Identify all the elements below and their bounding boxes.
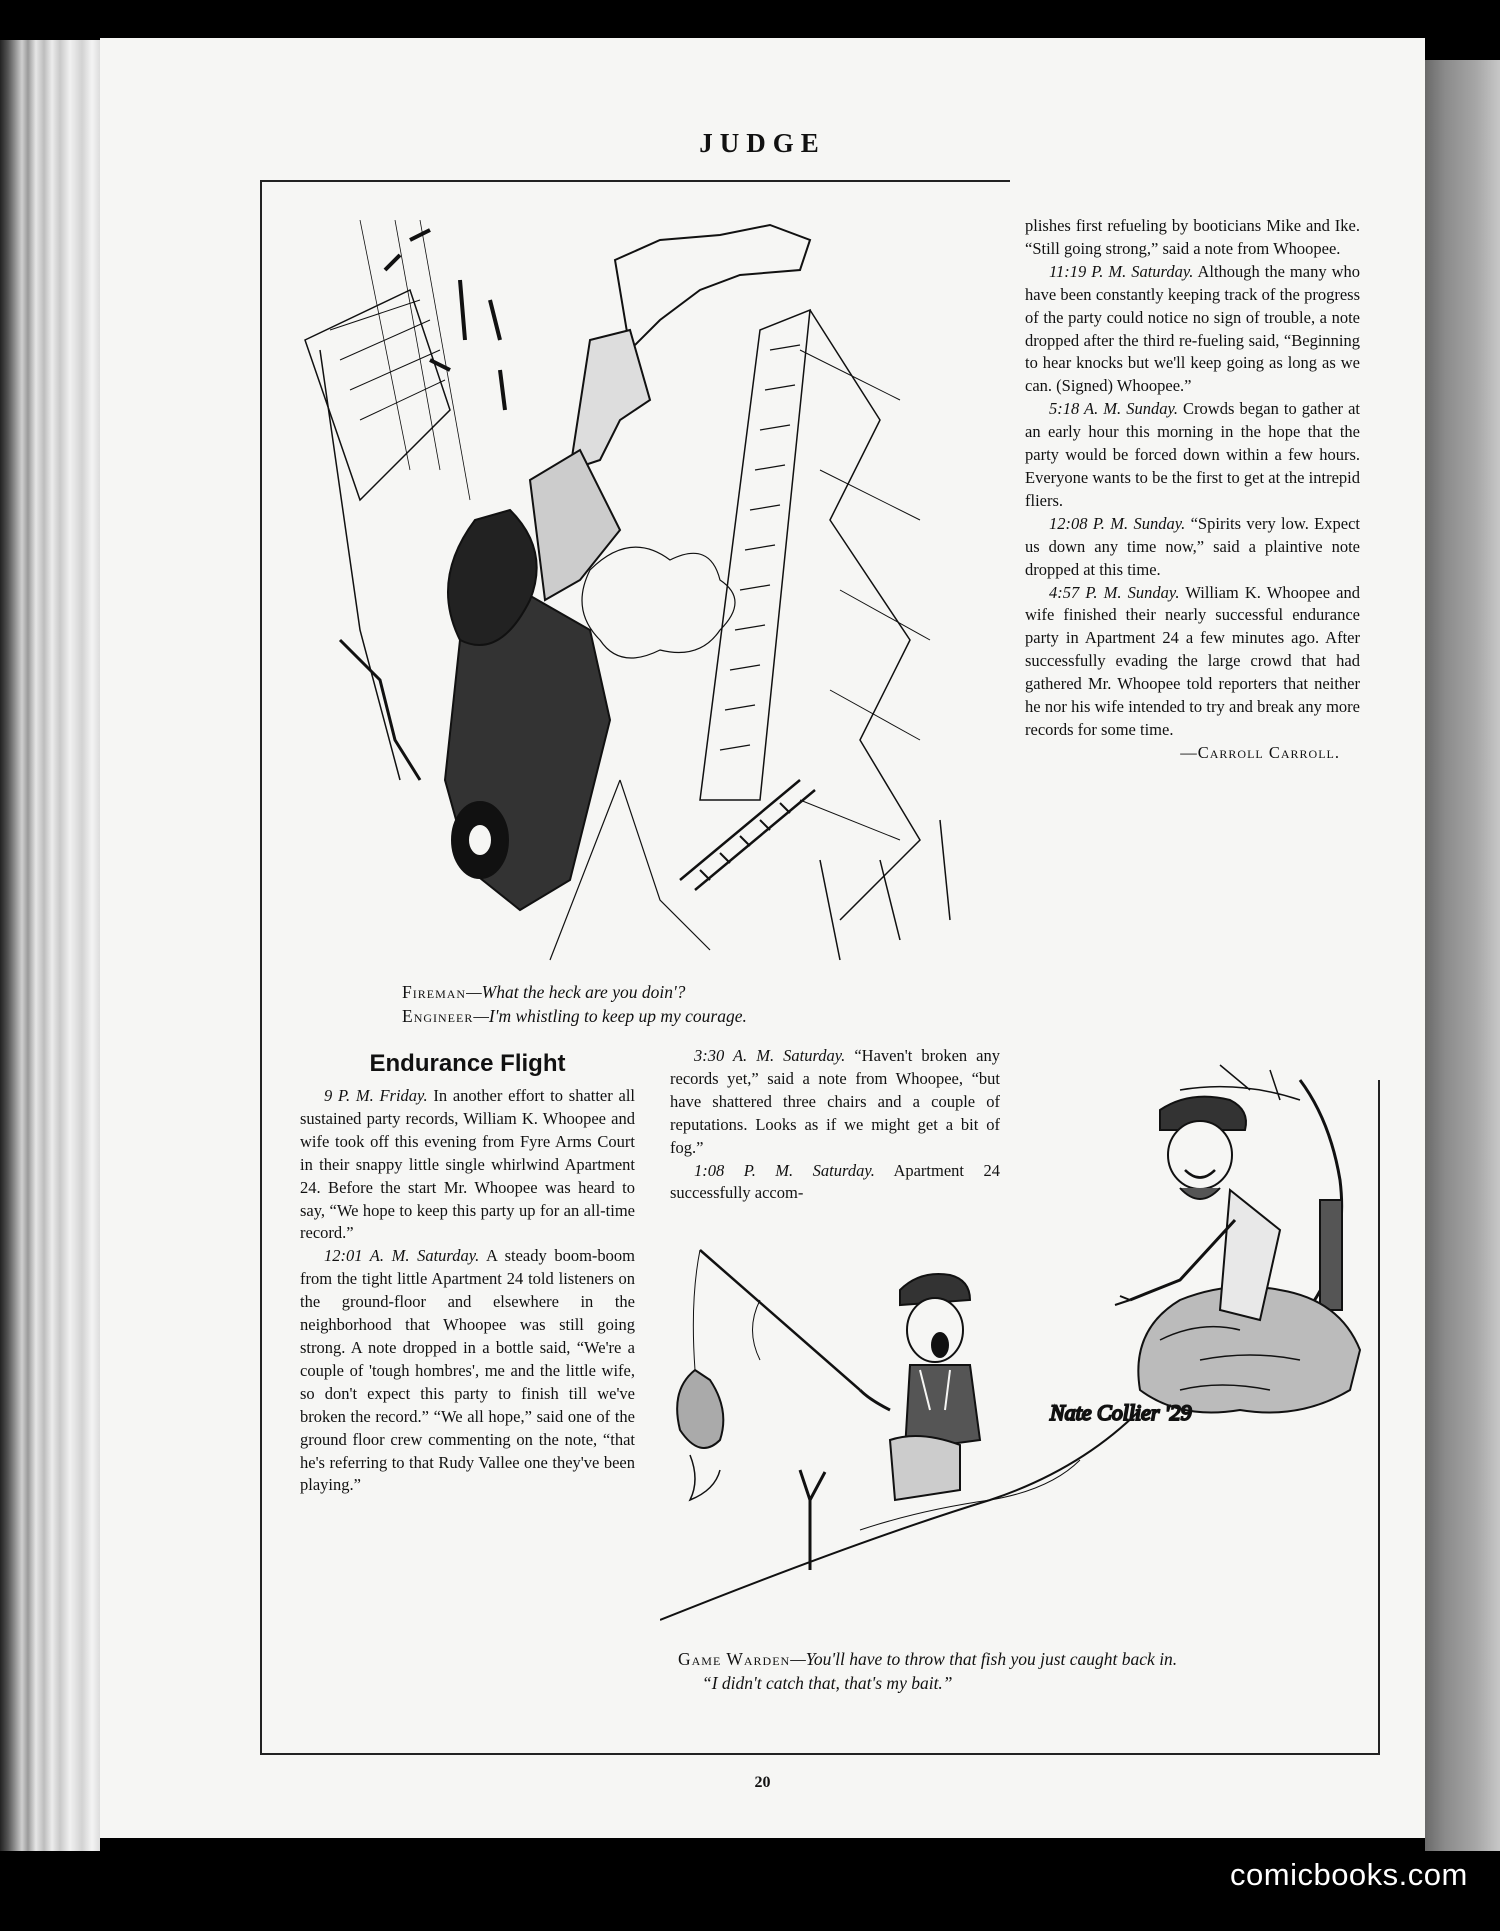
- panel-border-bottom: [260, 1753, 1380, 1755]
- bottom-cartoon-caption: [678, 1647, 1358, 1695]
- article-entry: 12:01 A. M. Saturday. A steady boom-boom from the tight little Apartment 24 told listeners on the ground-floor and elsewhere in the neighborhood that Whoopee was still going strong. A note dropped in a bottle said, “We're a couple of 'tough hombres', me and the little wife, so don't expect this party to finish till we've broken the record.” “We all hope,” said one of the ground floor crew commenting on the note, “that he's referring to that Rudy Vallee one they've been playing.”: [300, 1246, 635, 1495]
- article-byline: —Carroll Carroll.: [1180, 742, 1340, 762]
- caption-line-engineer: —I'm whistling to keep up my courage.: [473, 1006, 747, 1026]
- article-entry: 5:18 A. M. Sunday. Crowds began to gather at an early hour this morning in the hope that the party would be forced down within a few hours. Everyone wants to be the first to get at the intrepid fliers.: [1025, 399, 1361, 510]
- caption-line-fireman: —What the heck are you doin'?: [466, 982, 686, 1002]
- artist-signature: Nate Collier '29: [1050, 1400, 1192, 1425]
- article-entry: 1:08 P. M. Saturday. Apartment 24 successfully accom-: [670, 1160, 1000, 1203]
- article-headline: Endurance Flight: [369, 1050, 566, 1077]
- masthead: JUDGE: [699, 128, 826, 158]
- caption-speaker-engineer: Engineer: [402, 1006, 474, 1026]
- article-column-3: [1025, 215, 1360, 765]
- caption-line-warden: —You'll have to throw that fish you just caught back in.: [790, 1649, 1178, 1669]
- article-column-1: [300, 1085, 635, 1497]
- caption-speaker-warden: Game Warden: [678, 1649, 791, 1669]
- page-number: 20: [754, 1774, 771, 1791]
- train-cartoon-illustration: [300, 220, 1020, 970]
- fishing-cartoon-illustration: [660, 1060, 1380, 1640]
- site-watermark: comicbooks.com: [1230, 1857, 1468, 1892]
- caption-speaker-fireman: Fireman: [402, 982, 467, 1002]
- caption-line-fisherman: “I didn't catch that, that's my bait.”: [702, 1673, 953, 1693]
- panel-border-top: [260, 180, 1010, 182]
- book-spine-left: [0, 40, 100, 1851]
- article-entry-continued: plishes first refueling by booticians Mike and Ike. “Still going strong,” said a note from Whoopee.: [1025, 216, 1360, 258]
- article-entry: 9 P. M. Friday. In another effort to shatter all sustained party records, William K. Whoopee and wife took off this evening from Fyre Arms Court in their snappy little single whirlwind Apartment 24. Before the start Mr. Whoopee was heard to say, “We hope to keep this party up for an all-time record.”: [300, 1086, 635, 1243]
- article-entry: 12:08 P. M. Sunday. “Spirits very low. Expect us down any time now,” said a plaintive note dropped at this time.: [1025, 513, 1360, 579]
- article-entry: 4:57 P. M. Sunday. William K. Whoopee and wife finished their nearly successful endurance party in Apartment 24 a few minutes ago. After successfully evading the large crowd that had gathered Mr. Whoopee told reporters that neither he nor his wife intended to try and break any more records for some time.: [1025, 582, 1360, 739]
- top-cartoon-caption: [402, 980, 1002, 1028]
- book-edge-right: [1425, 60, 1500, 1851]
- article-entry: 11:19 P. M. Saturday. Although the many who have been constantly keeping track of the progress of the party could notice no sign of trouble, a note dropped after the third re-fueling said, “Beginning to hear knocks but we'll keep going as long as we can. (Signed) Whoopee.”: [1025, 261, 1360, 396]
- panel-border-left: [260, 180, 262, 1755]
- article-entry: 3:30 A. M. Saturday. “Haven't broken any records yet,” said a note from Whoopee, “but have shattered three chairs and a couple of reputations. Looks as if we might get a bit of fog.”: [670, 1046, 1000, 1157]
